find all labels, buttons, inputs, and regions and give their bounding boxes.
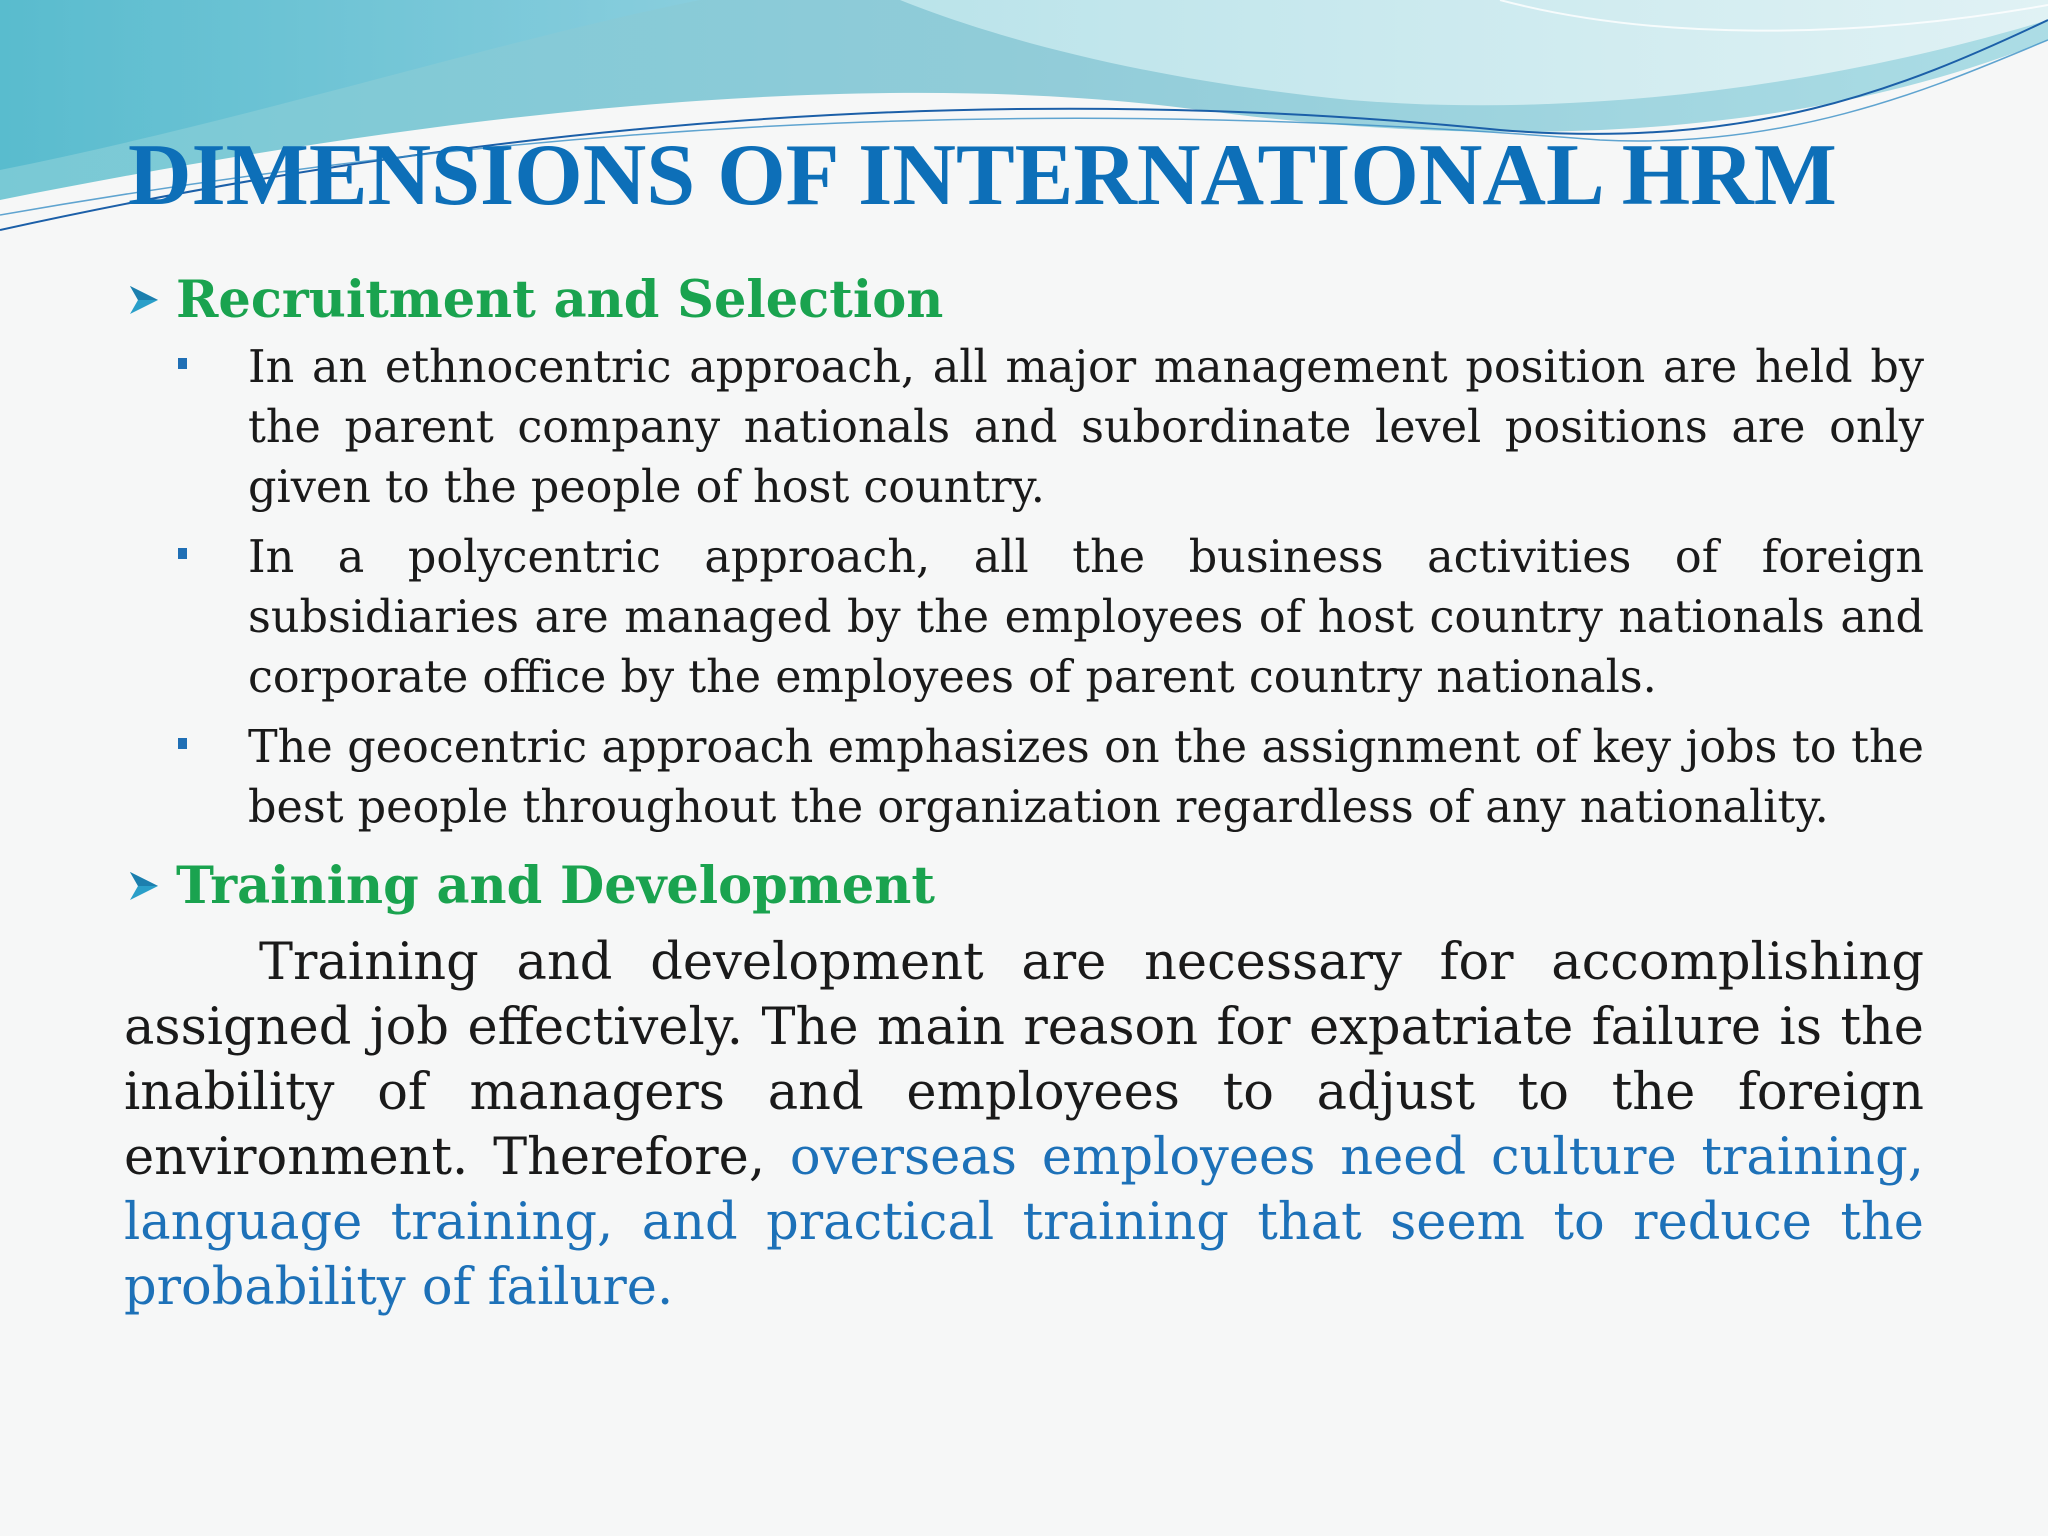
- arrow-bullet-icon: [126, 868, 162, 904]
- paragraph-highlight-text: overseas employees need culture training, language training, and practical training that seem to reduce the probability of failure.: [124, 1128, 1924, 1317]
- square-bullet-icon: [178, 738, 187, 749]
- square-bullet-icon: [178, 358, 187, 369]
- slide-title: DIMENSIONS OF INTERNATIONAL HRM: [128, 127, 1837, 224]
- list-item: [124, 528, 1924, 708]
- section-title: Training and Development: [176, 856, 935, 916]
- square-bullet-icon: [178, 548, 187, 559]
- list-item-text: In a polycentric approach, all the business activities of foreign subsidiaries are managed by the employees of host country nationals and corporate office by the employees of parent country nationals.: [248, 532, 1924, 703]
- arrow-bullet-icon: [126, 282, 162, 318]
- section-heading-training: [124, 848, 1924, 924]
- list-item-text: The geocentric approach emphasizes on the assignment of key jobs to the best people throughout the organization regardless of any nationality.: [248, 722, 1924, 833]
- section-title: Recruitment and Selection: [176, 270, 944, 330]
- slide-content: [124, 262, 1924, 1320]
- training-paragraph: [124, 930, 1924, 1320]
- paragraph-text: Training and development are necessary for accomplishing assigned job effectively. The main reason for expatriate failure is the inability of managers and employees to adjust to the foreign environment. Therefore,: [124, 933, 1924, 1187]
- list-item: [124, 718, 1924, 838]
- list-item: [124, 338, 1924, 518]
- list-item-text: In an ethnocentric approach, all major management position are held by the parent company nationals and subordinate level positions are only given to the people of host country.: [248, 342, 1924, 513]
- recruitment-approaches-list: [124, 338, 1924, 838]
- section-heading-recruitment: [124, 262, 1924, 338]
